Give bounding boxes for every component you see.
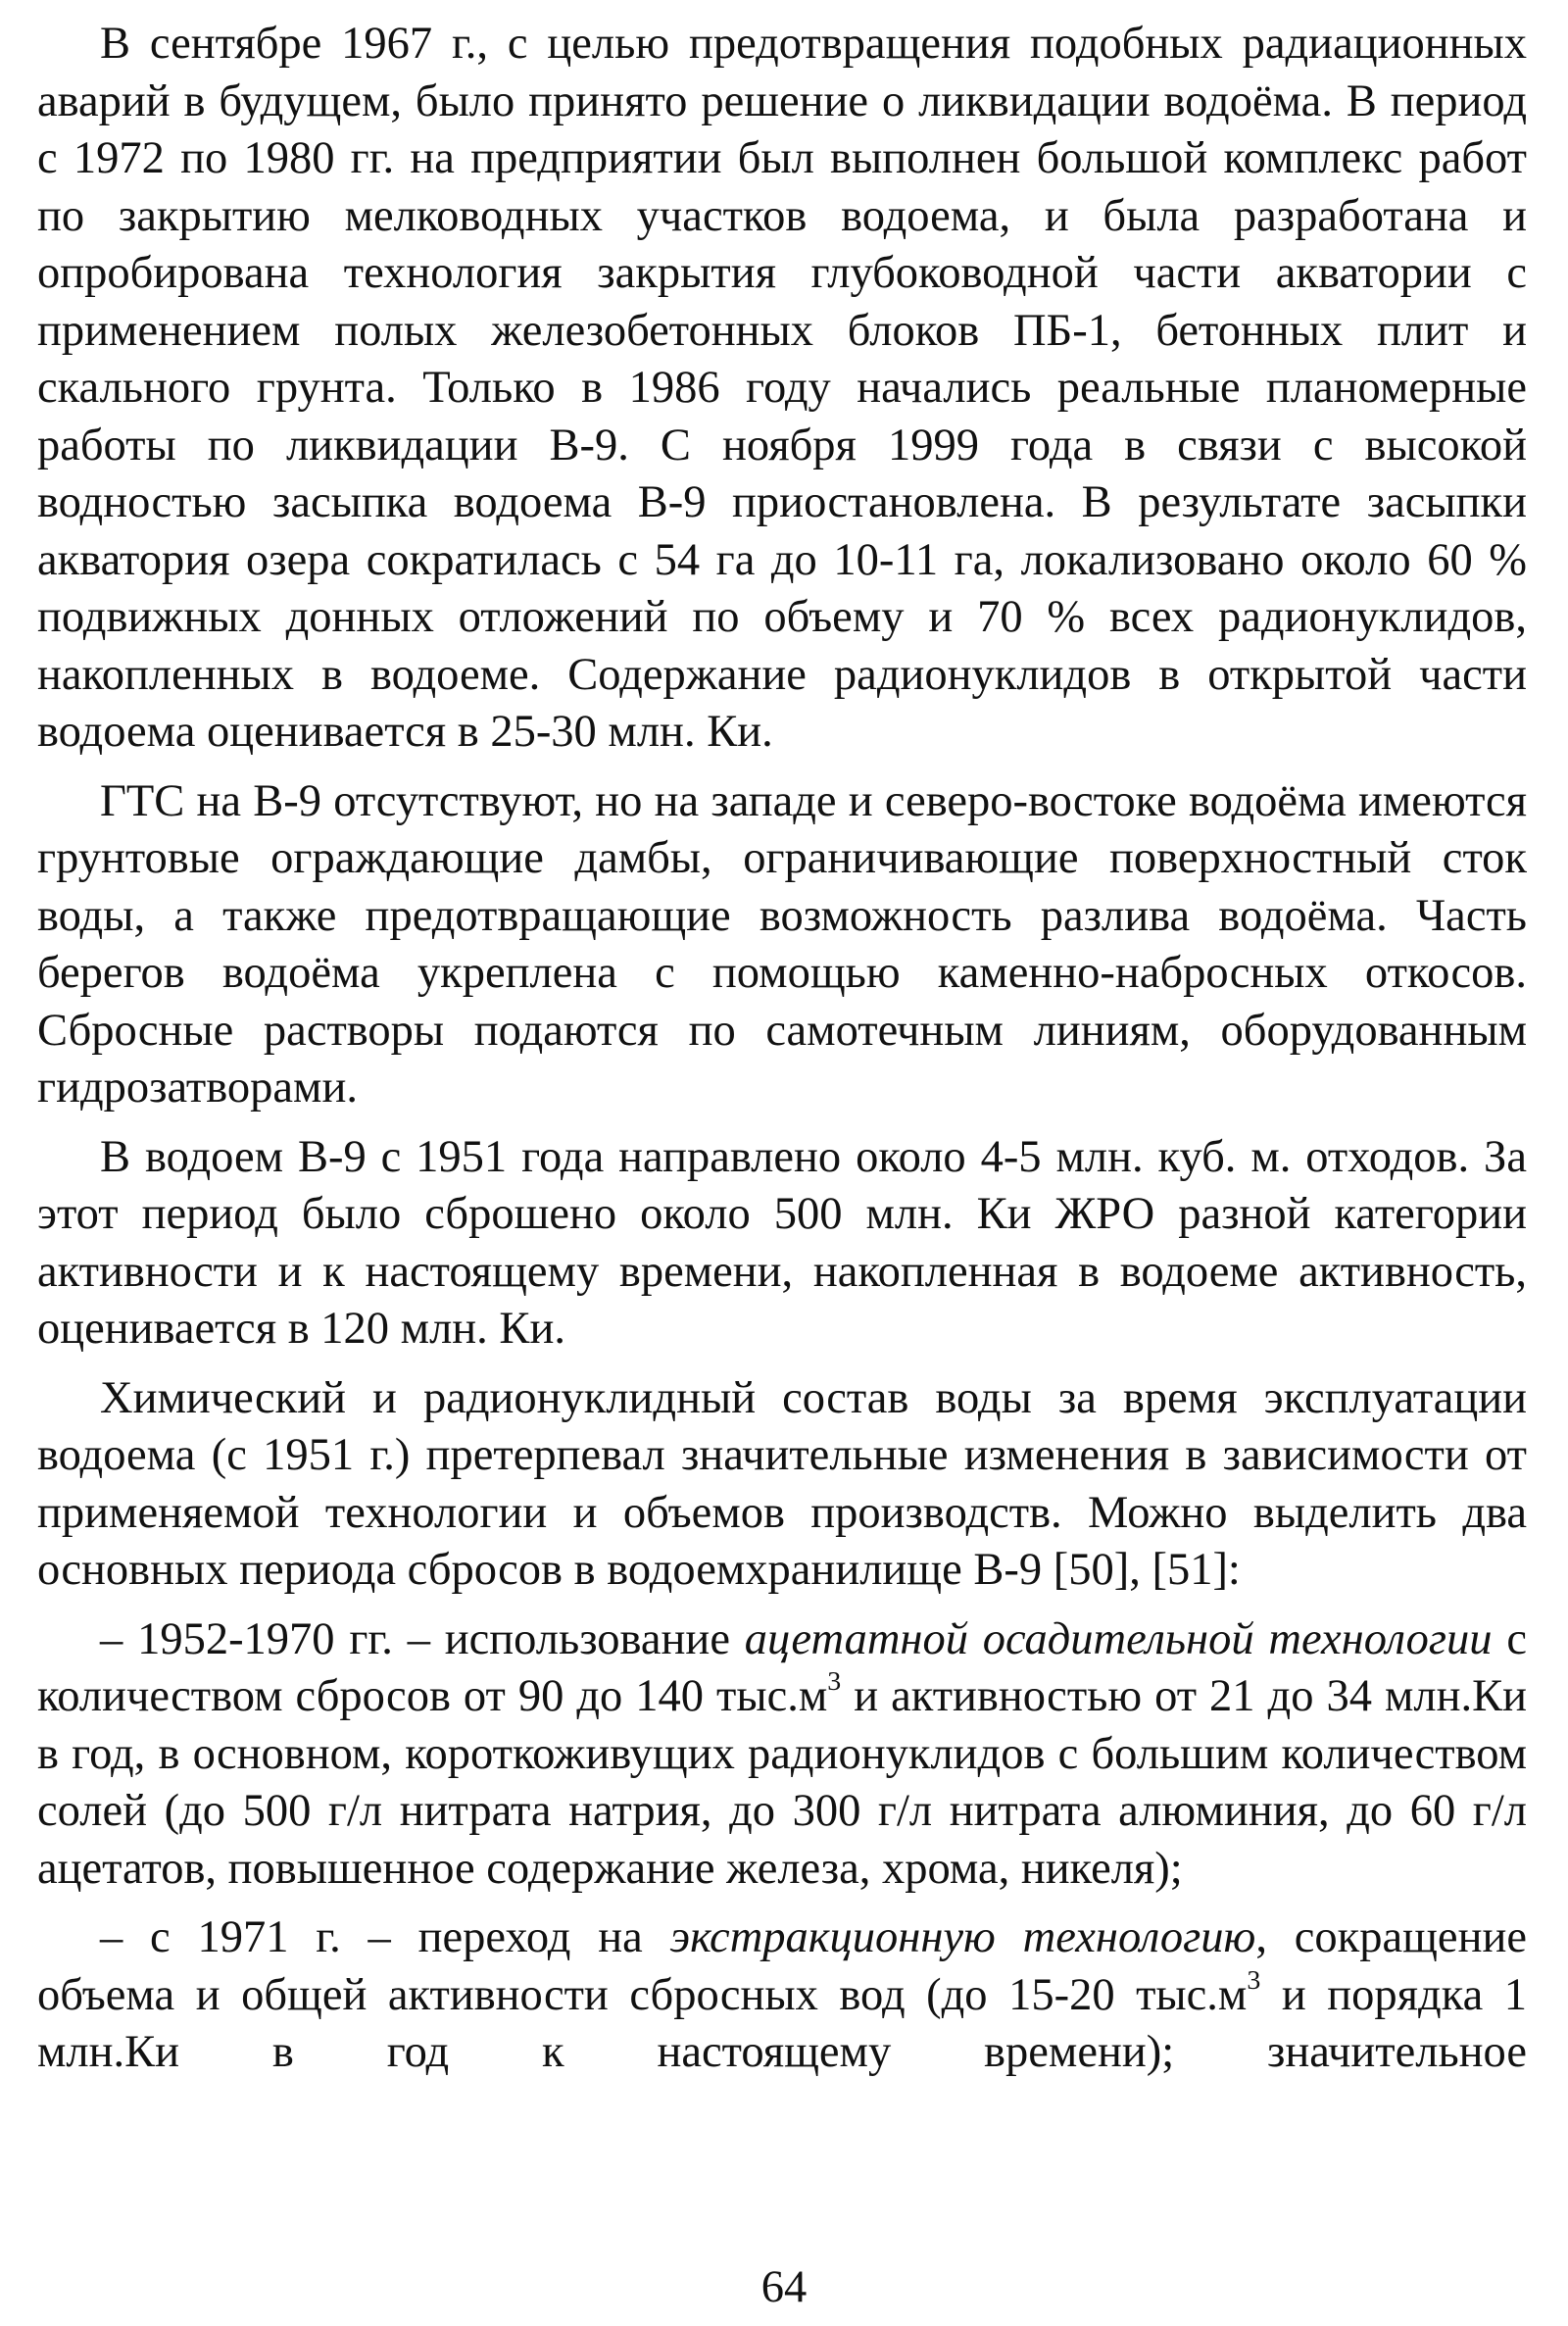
list-item-text: , сокращение объема и общей активности сбросных вод (до 15-20 тыс.м: [37, 1912, 1527, 2020]
paragraph-2: ГТС на В-9 отсутствуют, но на западе и северо-востоке водоёма имеются грунтовые ограждающие дамбы, ограничивающие поверхностный сток воды, а также предотвращающие возможность разлива водоёма. Часть берегов водоёма укреплена с помощью каменно-набросных откосов. Сбросные растворы подаются по самотечным линиям, оборудованным гидрозатворами.: [37, 775, 1527, 1113]
list-item-text: с количеством сбросов от 90 до 140 тыс.м: [37, 1613, 1527, 1721]
document-page: [37, 16, 1527, 2082]
paragraph-1: В сентябре 1967 г., с целью предотвращения подобных радиационных аварий в будущем, было принято решение о ликвидации водоёма. В период с 1972 по 1980 гг. на предприятии был выполнен большой комплекс работ по закрытию мелководных участков водоема, и была разработана и опробирована технология закрытия глубоководной части акватории с применением полых железобетонных блоков ПБ-1, бетонных плит и скального грунта. Только в 1986 году начались реальные планомерные работы по ликвидации В-9. С ноября 1999 года в связи с высокой водностью засыпка водоема В-9 приостановлена. В результате засыпки акватория озера сократилась с 54 га до 10-11 га, локализовано около 60 % подвижных донных отложений по объему и 70 % всех радионуклидов, накопленных в водоеме. Содержание радионуклидов в открытой части водоема оценивается в 25-30 млн. Ки.: [37, 19, 1527, 757]
superscript: 3: [827, 1666, 842, 1698]
italic-term: экстракционную технологию: [669, 1912, 1256, 1962]
paragraph-6-list-item: [37, 1909, 1527, 2082]
italic-term: ацетатной осадительной технологии: [744, 1613, 1493, 1664]
page-number: 64: [760, 2262, 808, 2312]
list-item-text: и порядка 1 млн.Ки в год к настоящему времени); значительное: [37, 1969, 1527, 2077]
superscript: 3: [1247, 1964, 1261, 1996]
list-item-text: и активностью от 21 до 34 млн.Ки в год, в основном, короткоживущих радионуклидов с большим количеством солей (до 500 г/л нитрата натрия, до 300 г/л нитрата алюминия, до 60 г/л ацетатов, повышенное содержание железа, хрома, никеля);: [37, 1671, 1527, 1894]
list-item-text: – 1952-1970 гг. – использование: [100, 1613, 745, 1664]
paragraph-4: Химический и радионуклидный состав воды за время эксплуатации водоема (с 1951 г.) претерпевал значительные изменения в зависимости от применяемой технологии и объемов производств. Можно выделить два основных периода сбросов в водоемхранилище В-9 [50], [51]:: [37, 1372, 1527, 1595]
paragraph-3: В водоем В-9 с 1951 года направлено около 4-5 млн. куб. м. отходов. За этот период было сброшено около 500 млн. Ки ЖРО разной категории активности и к настоящему времени, накопленная в водоеме активность, оценивается в 120 млн. Ки.: [37, 1131, 1527, 1354]
paragraph-5-list-item: [37, 1611, 1527, 1899]
list-item-text: – с 1971 г. – переход на: [100, 1912, 670, 1962]
